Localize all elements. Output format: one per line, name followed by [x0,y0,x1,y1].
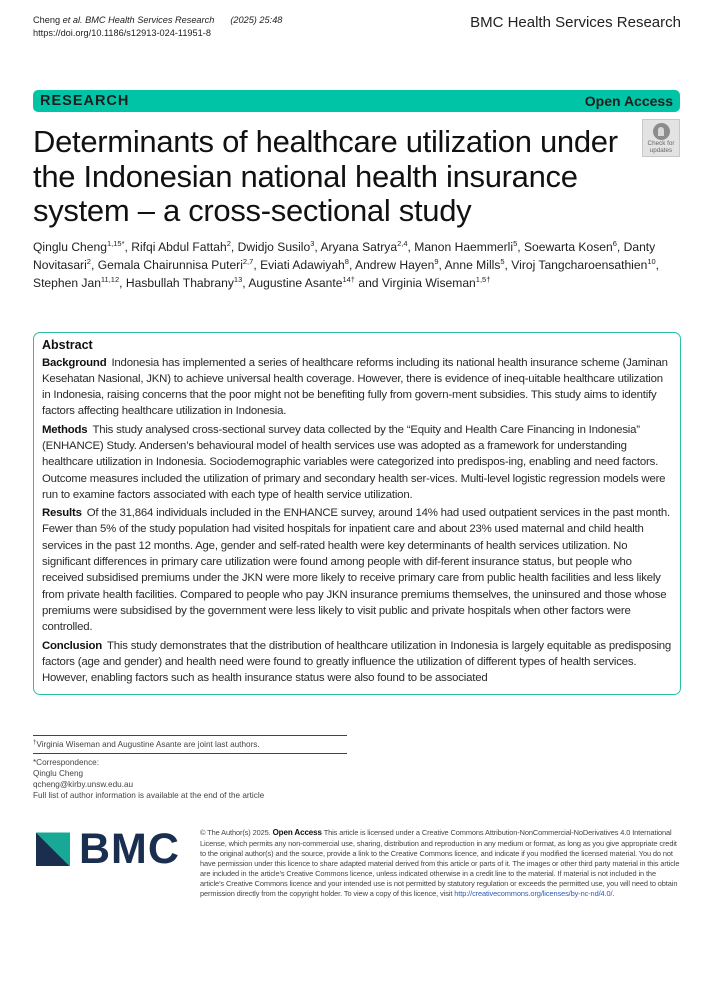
author-name: Viroj Tangcharoensathien [511,257,648,272]
correspondence-label: *Correspondence: [33,758,99,768]
abstract-conclusion [42,638,672,687]
author-name: Virginia Wiseman [381,275,476,290]
author-list: Qinglu Cheng$^{1,15*}$, Rifqi Abdul Fattah$^2$, Dwidjo Susilo$^3$, Aryana Satrya$^{2,4}$, Manon Haemmerli$^5$, Soewarta Kosen$^6$, Danty Novitasari$^2$, Gemala Chairunnisa Puteri$^{2,7}$, Eviati Adawiyah$^8$, Andrew Hayen$^9$, Anne Mills$^5$, Viroj Tangcharoensathien$^{10}$, Stephen Jan$^{11,12}$, Hasbullah Thabrany$^{13}$, Augustine Asante$^{14\dagger}$ and Virginia Wiseman$^{1,5\dagger}$ [33,238,660,290]
section-label: Methods [42,423,88,436]
author-affiliation: 5 [500,256,505,266]
article-type-banner [33,90,680,112]
footnotes [33,735,347,804]
author-affiliation: 2 [86,256,91,266]
joint-authors-note [33,736,347,753]
bmc-logo-text: BMC [79,825,180,874]
author-affiliation: 13 [233,274,243,284]
author-conjunction: and [358,275,379,290]
author-name: Danty Novitasari [33,239,656,272]
citation-line [33,14,373,27]
author-affiliation: 5 [513,238,518,248]
author-name: Dwidjo Susilo [237,239,311,254]
running-head-year-volume: (2025) 25:48 [230,15,283,25]
dagger-mark: † [33,740,37,747]
author-name: Anne Mills [444,257,501,272]
author-affiliation: 6 [612,238,617,248]
article-type-label: RESEARCH [40,93,130,109]
author-name: Augustine Asante [248,275,343,290]
abstract-results [42,505,672,635]
abstract-methods [42,422,672,503]
author-name: Aryana Satrya [320,239,398,254]
author-affiliation: 10 [647,256,656,266]
running-head-journal: BMC Health Services Research [85,15,215,25]
author-name: Stephen Jan [33,275,101,290]
author-affiliation: 8 [344,256,349,266]
author-name: Qinglu Cheng [33,239,107,254]
copyright: © The Author(s) 2025. [200,828,271,838]
section-label: Conclusion [42,639,103,652]
license-trailing: . [612,889,615,898]
bmc-logo-icon [36,832,70,866]
license-link[interactable]: http://creativecommons.org/licenses/by-nc-nd/4.0/ [454,889,613,898]
author-affiliation: 9 [434,256,439,266]
bmc-logo [36,825,200,874]
author-name: Hasbullah Thabrany [125,275,234,290]
author-name: Soewarta Kosen [523,239,613,254]
license-body: This article is licensed under a Creative Commons Attribution-NonCommercial-NoDerivatives 4.0 International License, which permits any non-commercial use, sharing, distribution and reproduction in any medium or format, as long as you give appropriate credit to the original author(s) and the source, provide a link to the Creative Commons licence, and indicate if you modified the licensed material. You do not have permission under this licence to share adapted material derived from this article or parts of it. The images or other third party material in this article are included in the article’s Creative Commons licence, unless indicated otherwise in a credit line to the material. If material is not included in the article’s Creative Commons licence and your intended use is not permitted by statutory regulation or exceeds the permitted use, you will need to obtain permission directly from the copyright holder. To view a copy of this licence, visit [200,828,680,898]
abstract-heading: Abstract [42,337,93,352]
author-info-note: Full list of author information is available at the end of the article [33,791,265,801]
correspondence-block [33,754,347,804]
running-head [33,14,373,40]
joint-authors-text: Virginia Wiseman and Augustine Asante are joint last authors. [36,740,260,750]
running-head-etal: et al. [62,15,83,25]
crossmark-line1: Check for [647,140,675,147]
author-affiliation: 14† [342,274,355,284]
abstract-box [33,332,681,696]
author-affiliation: 2,7 [242,256,254,266]
section-text: Indonesia has implemented a series of healthcare reforms including its national health insurance scheme (Jaminan Kesehatan Nasional, JKN) to achieve universal health coverage. However, there is evidence of ineq-uitable healthcare utilization in Indonesia, raising concerns that the poor might not be benefiting fully from govern-ment subsidies. This study aims to identify factors affecting healthcare utilization in Indonesia. [42,356,668,418]
article-front-matter [33,125,681,899]
author-name: Gemala Chairunnisa Puteri [97,257,243,272]
author-affiliation: 1,5† [475,274,491,284]
abstract-background [42,355,672,420]
correspondence-email[interactable]: qcheng@kirby.unsw.edu.au [33,780,134,790]
author-affiliation: 3 [310,238,315,248]
section-text: This study analysed cross-sectional survey data collected by the “Equity and Health Care Financing in Indonesia” (ENHANCE) Study. Andersen’s behavioural model of health services use was adopted as a framework for understanding healthcare utilization in Indonesia. Sociodemographic variables were categorized into predispos-ing, enabling and need factors. Outcome measures included the utilization of primary and secondary health ser-vices. Multi-level logistic regression models were run to examine factors associated with each type of health service utilization. [42,423,666,501]
correspondence-name: Qinglu Cheng [33,769,84,779]
author-name: Eviati Adawiyah [260,257,345,272]
license-text [200,828,681,899]
author-affiliation: 2,4 [397,238,408,248]
author-name: Andrew Hayen [355,257,435,272]
doi-link[interactable]: https://doi.org/10.1186/s12913-024-11951-8 [33,28,211,38]
publisher-footer [33,825,681,899]
running-head-author: Cheng [33,15,61,25]
crossmark-line2: updates [649,146,673,154]
author-affiliation: 2 [226,238,231,248]
license-open-access: Open Access [272,828,322,838]
author-affiliation: 11,12 [100,274,120,284]
article-title: Determinants of healthcare utilization under the Indonesian national health insurance system – a cross-sectional study [33,124,618,228]
journal-name: BMC Health Services Research [470,14,681,31]
section-label: Background [42,356,107,369]
author-name: Rifqi Abdul Fattah [131,239,227,254]
section-text: This study demonstrates that the distribution of healthcare utilization in Indonesia is largely equitable as predisposing factors (age and gender) and health need were found to greatly influence the utilization of different types of health services. However, enabling factors such as health insurance status were also found to be associated [42,639,672,685]
section-text: Of the 31,864 individuals included in the ENHANCE survey, around 14% had used outpatient services in the past month. Fewer than 5% of the study population had visited hospitals for inpatient care and about 23% used maternal and child health services in the past 12 months. Age, gender and self-rated health were key determinants of health services utilization. No significant differences in primary care utilization were found among people with dif-ferent insurance status, but people who received subsidised premiums under the JKN were more likely to receive primary care from public health facilities and less likely from private health facilities. Compared to people who pay JKN insurance premiums themselves, the uninsured and those whose premiums were subsidised by the government were less likely to visit public and private hospitals when other factors were controlled. [42,507,670,634]
author-affiliation: 1,15* [106,238,125,248]
open-access-label: Open Access [584,93,673,109]
author-name: Manon Haemmerli [414,239,514,254]
section-label: Results [42,507,82,520]
